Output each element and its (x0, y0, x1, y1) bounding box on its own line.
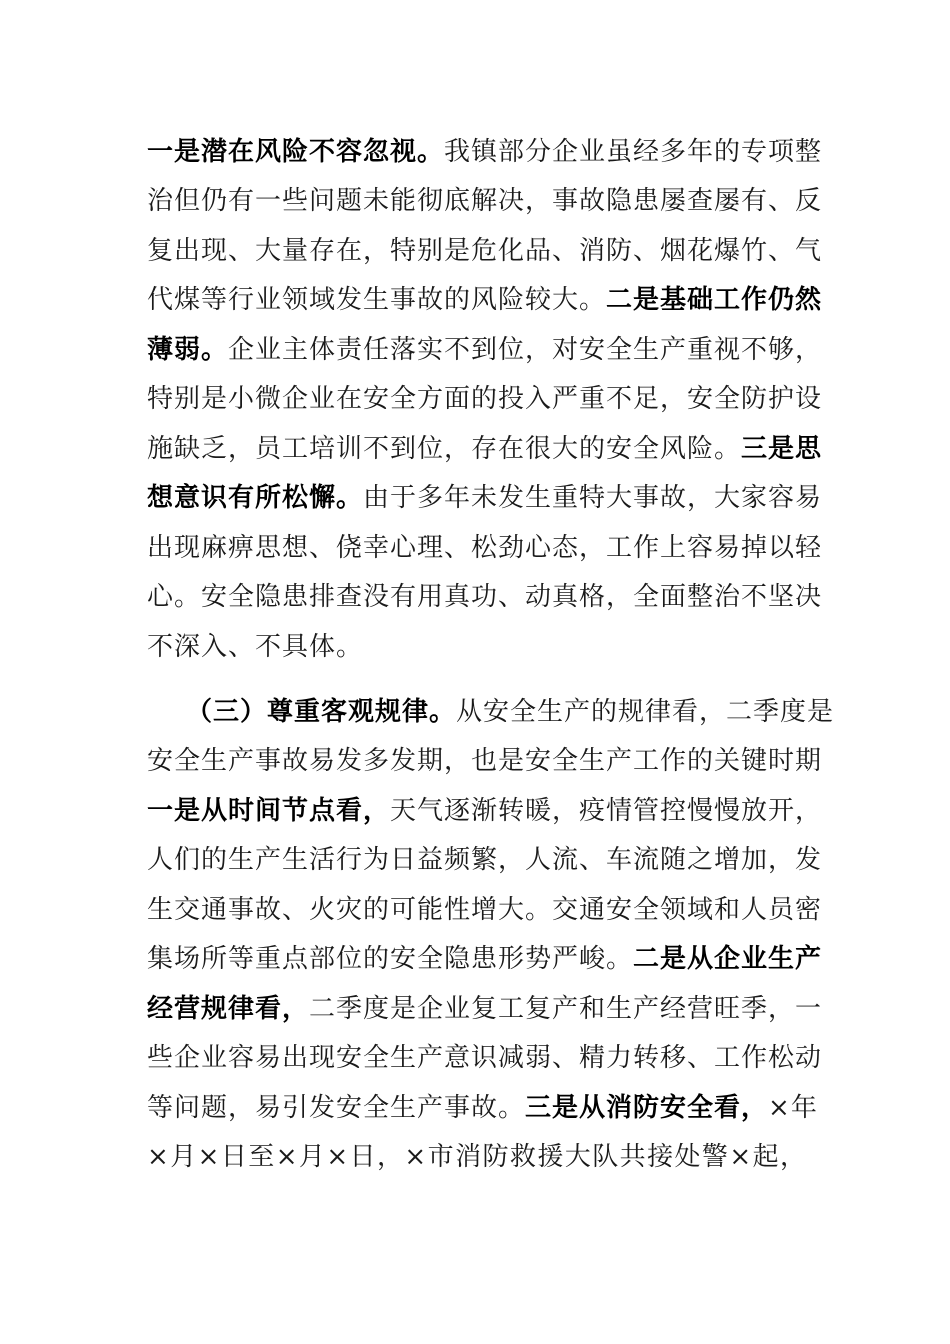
text-span: 天气逐渐转暖，疫情管控慢慢放开， (390, 796, 823, 826)
text-line: 心。安全隐患排查没有用真功、动真格，全面整治不坚决 (147, 582, 823, 612)
text-span: 我镇部分企业虽经多年的专项整 (444, 137, 823, 167)
text-line (147, 791, 823, 831)
text-span: 由于多年未发生重特大事故，大家容易 (363, 483, 823, 513)
text-span: 从安全生产的规律看，二季度是 (456, 697, 835, 727)
text-line: 复出现、大量存在，特别是危化品、消防、烟花爆竹、气 (147, 236, 823, 266)
text-span: ×年 (768, 1093, 818, 1123)
bold-heading: 薄弱。 (147, 335, 229, 365)
bold-heading: 一是从时间节点看， (147, 796, 391, 826)
bold-heading: 三是从消防安全看， (525, 1093, 769, 1123)
bold-heading: 一是潜在风险不容忽视。 (147, 137, 445, 167)
text-span: 二季度是企业复工复产和生产经营旺季，一 (309, 994, 823, 1024)
text-line (147, 330, 823, 370)
text-line: 治但仍有一些问题未能彻底解决，事故隐患屡查屡有、反 (147, 186, 823, 216)
text-line (147, 478, 823, 518)
text-line (147, 280, 823, 320)
text-span: 集场所等重点部位的安全隐患形势严峻。 (147, 944, 634, 974)
text-line: 不深入、不具体。 (147, 632, 364, 662)
text-span: 等问题，易引发安全生产事故。 (147, 1093, 526, 1123)
text-line (147, 939, 823, 979)
bold-heading: 二是基础工作仍然 (606, 285, 823, 315)
text-span: 企业主体责任落实不到位，对安全生产重视不够， (228, 335, 823, 365)
bold-heading: 二是从企业生产 (633, 944, 823, 974)
text-line: 人们的生产生活行为日益频繁，人流、车流随之增加，发 (147, 845, 823, 875)
text-line (186, 692, 835, 732)
text-line (147, 989, 823, 1029)
text-line: 些企业容易出现安全生产意识减弱、精力转移、工作松动 (147, 1043, 823, 1073)
text-line (147, 1088, 818, 1128)
section-heading: （三）尊重客观规律。 (186, 697, 457, 727)
text-line: 生交通事故、火灾的可能性增大。交通安全领域和人员密 (147, 895, 823, 925)
text-line: 特别是小微企业在安全方面的投入严重不足，安全防护设 (147, 384, 823, 414)
text-line (147, 429, 823, 469)
bold-heading: 经营规律看， (147, 994, 310, 1024)
text-span: 施缺乏，员工培训不到位，存在很大的安全风险。 (147, 434, 742, 464)
bold-heading: 想意识有所松懈。 (147, 483, 364, 513)
text-line: 出现麻痹思想、侥幸心理、松劲心态，工作上容易掉以轻 (147, 533, 823, 563)
text-line: 安全生产事故易发多发期，也是安全生产工作的关键时期 (147, 746, 823, 776)
bold-heading: 三是思 (741, 434, 823, 464)
text-line: ×月×日至×月×日，×市消防救援大队共接处警×起， (147, 1142, 807, 1172)
text-span: 代煤等行业领域发生事故的风险较大。 (147, 285, 607, 315)
text-line (147, 132, 823, 172)
